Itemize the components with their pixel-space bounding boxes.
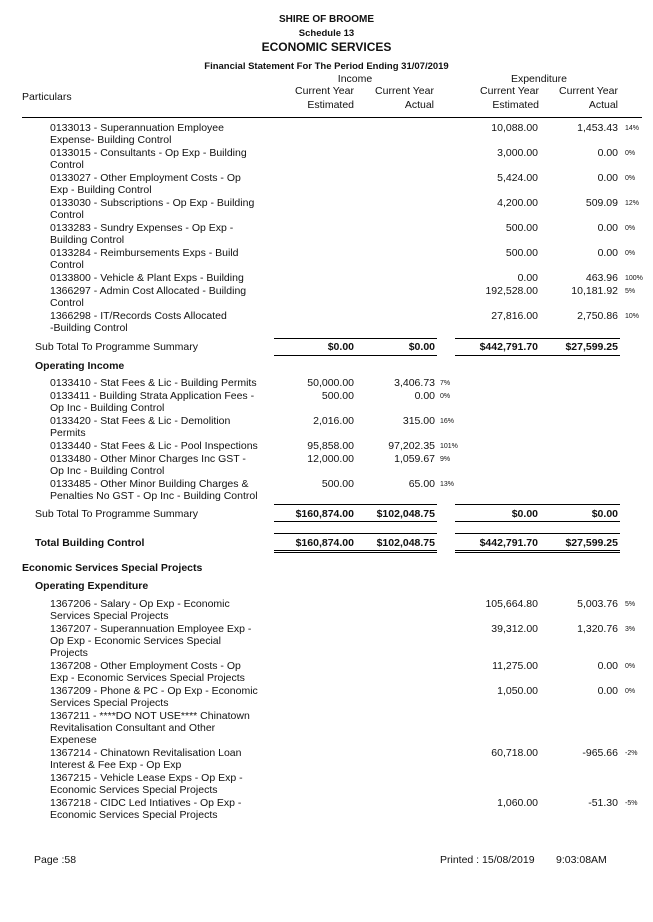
expenditure-estimated-value: 10,088.00 (491, 122, 538, 134)
expenditure-percent: 10% (625, 313, 640, 320)
expenditure-estimated-value: 5,424.00 (497, 172, 538, 184)
expenditure-actual-value: 0.00 (597, 147, 618, 159)
subtotal-row-ie: $0.00 (327, 341, 354, 353)
expenditure-estimated-value: 4,200.00 (497, 197, 538, 209)
total-building-control-label: Total Building Control (35, 537, 145, 549)
expenditure-actual-value: 509.09 (585, 197, 618, 209)
expenditure-actual-value: 463.96 (585, 272, 618, 284)
subtotal-rule (274, 338, 356, 339)
expenditure-percent: 0% (625, 150, 636, 157)
account-description: 0133015 - Consultants - Op Exp - Building (50, 147, 247, 159)
income-actual-value: 97,202.35 (388, 440, 435, 452)
subtotal-row-2-ea: $0.00 (591, 508, 618, 520)
expenditure-actual-value: -965.66 (582, 747, 618, 759)
expenditure-estimated-value: 27,816.00 (491, 310, 538, 322)
total-rule (540, 533, 620, 534)
account-description: 0133480 - Other Minor Charges Inc GST - (50, 453, 246, 465)
subtotal-rule (455, 504, 540, 505)
account-description: 1367208 - Other Employment Costs - Op (50, 660, 241, 672)
expenditure-actual-header: Current Year Actual (559, 85, 618, 111)
expenditure-percent: 0% (625, 688, 636, 695)
subtotal-row-label: Sub Total To Programme Summary (35, 341, 199, 353)
account-description: Services Special Projects (50, 610, 169, 622)
total-building-control-ie: $160,874.00 (295, 537, 354, 549)
account-description-cont: Expense- Building Control (50, 134, 172, 146)
account-description-cont: Op Inc - Building Control (50, 402, 165, 414)
expenditure-percent: 3% (625, 626, 636, 633)
expenditure-percent: 5% (625, 288, 636, 295)
account-description: 1367206 - Salary - Op Exp - Economic (50, 598, 230, 610)
expenditure-percent: 12% (625, 200, 640, 207)
income-actual-value: 65.00 (408, 478, 435, 490)
schedule-label: Schedule 13 (298, 28, 355, 39)
expenditure-percent: 5% (625, 601, 636, 608)
account-description: 0133284 - Reimbursements Exps - Build (50, 247, 239, 259)
account-description-cont: Building Control (50, 234, 125, 246)
total-underline (540, 552, 620, 553)
income-percent: 13% (440, 481, 455, 488)
income-estimated-value: 95,858.00 (307, 440, 354, 452)
expenditure-estimated-value: 39,312.00 (491, 623, 538, 635)
account-description: 0133440 - Stat Fees & Lic - Pool Inspections (50, 440, 258, 452)
account-description: 1367218 - CIDC Led Intiatives - Op Exp - (50, 797, 242, 809)
operating-income-heading: Operating Income (35, 360, 125, 372)
expenditure-estimated-value: 105,664.80 (485, 598, 538, 610)
printed-time: 9:03:08AM (556, 854, 607, 866)
subtotal-underline (455, 355, 540, 356)
operating-expenditure-heading: Operating Expenditure (35, 580, 149, 592)
total-underline (540, 550, 620, 551)
total-rule (356, 533, 437, 534)
expenditure-actual-value: 2,750.86 (577, 310, 618, 322)
income-percent: 9% (440, 456, 451, 463)
account-description: 1367207 - Superannuation Employee Exp - (50, 623, 252, 635)
expenditure-estimated-value: 3,000.00 (497, 147, 538, 159)
account-description: 0133411 - Building Strata Application Fees - (50, 390, 255, 402)
total-underline (274, 550, 356, 551)
expenditure-actual-value: 0.00 (597, 222, 618, 234)
subtotal-underline (274, 355, 356, 356)
expenditure-actual-value: 1,320.76 (577, 623, 618, 635)
income-actual-value: 0.00 (414, 390, 435, 402)
subtotal-underline (540, 355, 620, 356)
income-actual-header: Current Year Actual (375, 85, 434, 111)
account-description: Economic Services Special Projects (50, 809, 218, 821)
account-description-cont: Exp - Building Control (50, 184, 152, 196)
subtotal-row-2-ia: $102,048.75 (376, 508, 435, 520)
income-actual-value: 3,406.73 (394, 377, 435, 389)
income-percent: 7% (440, 380, 451, 387)
account-description: 0133410 - Stat Fees & Lic - Building Permits (50, 377, 257, 389)
subtotal-row-ia: $0.00 (408, 341, 435, 353)
account-description: Revitalisation Consultant and Other (50, 722, 216, 734)
expenditure-actual-value: 1,453.43 (577, 122, 618, 134)
expenditure-estimated-value: 500.00 (505, 222, 538, 234)
subtotal-rule (356, 504, 437, 505)
subtotal-row-2-label: Sub Total To Programme Summary (35, 508, 199, 520)
total-building-control-ia: $102,048.75 (376, 537, 435, 549)
expenditure-actual-value: 0.00 (597, 172, 618, 184)
account-description: 1366298 - IT/Records Costs Allocated (50, 310, 227, 322)
account-description: 0133420 - Stat Fees & Lic - Demolition (50, 415, 231, 427)
account-description: 0133013 - Superannuation Employee (50, 122, 224, 134)
subtotal-underline (540, 521, 620, 522)
total-underline (274, 552, 356, 553)
subtotal-underline (274, 521, 356, 522)
subtotal-underline (356, 521, 437, 522)
total-underline (356, 550, 437, 551)
income-estimated-value: 500.00 (321, 478, 354, 490)
subtotal-rule (540, 504, 620, 505)
expenditure-estimated-value: 0.00 (517, 272, 538, 284)
account-description: Interest & Fee Exp - Op Exp (50, 759, 182, 771)
account-description: 0133485 - Other Minor Building Charges & (50, 478, 249, 490)
income-percent: 0% (440, 393, 451, 400)
page-number: Page :58 (34, 854, 77, 866)
expenditure-actual-value: 0.00 (597, 660, 618, 672)
account-description: 0133283 - Sundry Expenses - Op Exp - (50, 222, 234, 234)
expenditure-estimated-value: 1,050.00 (497, 685, 538, 697)
report-subtitle: Financial Statement For The Period Ending 31/07/2019 (204, 61, 449, 72)
expenditure-percent: 14% (625, 125, 640, 132)
account-description-cont: Permits (50, 427, 86, 439)
total-rule (274, 533, 356, 534)
expenditure-percent: 100% (625, 275, 643, 282)
income-estimated-value: 12,000.00 (307, 453, 354, 465)
expenditure-percent: -5% (625, 800, 638, 807)
account-description: Exp - Economic Services Special Projects (50, 672, 245, 684)
account-description: Economic Services Special Projects (50, 784, 218, 796)
account-description: 0133027 - Other Employment Costs - Op (50, 172, 241, 184)
account-description: 0133030 - Subscriptions - Op Exp - Building (50, 197, 255, 209)
account-description-cont: Penalties No GST - Op Inc - Building Control (50, 490, 258, 502)
income-estimated-value: 500.00 (321, 390, 354, 402)
header-rule (22, 117, 642, 118)
total-underline (356, 552, 437, 553)
total-underline (455, 550, 540, 551)
income-estimated-value: 2,016.00 (313, 415, 354, 427)
account-description-cont: Control (50, 297, 84, 309)
expenditure-actual-value: -51.30 (588, 797, 618, 809)
subtotal-rule (274, 504, 356, 505)
subtotal-rule (540, 338, 620, 339)
subtotal-row-2-ie: $160,874.00 (295, 508, 354, 520)
expenditure-actual-value: 5,003.76 (577, 598, 618, 610)
account-description: 1367211 - ****DO NOT USE**** Chinatown (50, 710, 250, 722)
account-description: Op Exp - Economic Services Special (50, 635, 221, 647)
total-building-control-ee: $442,791.70 (479, 537, 538, 549)
expenditure-estimated-value: 192,528.00 (485, 285, 538, 297)
account-description: Services Special Projects (50, 697, 169, 709)
income-percent: 101% (440, 443, 458, 450)
account-description: 1367209 - Phone & PC - Op Exp - Economic (50, 685, 258, 697)
expenditure-percent: -2% (625, 750, 638, 757)
expenditure-percent: 0% (625, 663, 636, 670)
total-underline (455, 552, 540, 553)
expenditure-actual-value: 10,181.92 (571, 285, 618, 297)
account-description: Projects (50, 647, 88, 659)
total-building-control-ea: $27,599.25 (565, 537, 618, 549)
expenditure-actual-value: 0.00 (597, 247, 618, 259)
subtotal-row-ea: $27,599.25 (565, 341, 618, 353)
subtotal-row-2-ee: $0.00 (511, 508, 538, 520)
account-description-cont: Op Inc - Building Control (50, 465, 165, 477)
expenditure-percent: 0% (625, 175, 636, 182)
account-description-cont: Control (50, 159, 84, 171)
expenditure-estimated-value: 1,060.00 (497, 797, 538, 809)
particulars-header: Particulars (22, 91, 72, 103)
expenditure-estimated-value: 60,718.00 (491, 747, 538, 759)
subtotal-underline (356, 355, 437, 356)
account-description: 0133800 - Vehicle & Plant Exps - Building (50, 272, 244, 284)
income-actual-value: 1,059.67 (394, 453, 435, 465)
account-description-cont: Control (50, 209, 84, 221)
report-title: ECONOMIC SERVICES (261, 40, 392, 54)
account-description-cont: -Building Control (50, 322, 128, 334)
expenditure-percent: 0% (625, 225, 636, 232)
expenditure-group-header: Expenditure (510, 73, 568, 85)
income-estimated-value: 50,000.00 (307, 377, 354, 389)
account-description: 1367215 - Vehicle Lease Exps - Op Exp - (50, 772, 243, 784)
income-actual-value: 315.00 (402, 415, 435, 427)
org-name: SHIRE OF BROOME (278, 14, 374, 25)
subtotal-rule (455, 338, 540, 339)
income-percent: 16% (440, 418, 455, 425)
printed-date: Printed : 15/08/2019 (440, 854, 535, 866)
account-description: 1367214 - Chinatown Revitalisation Loan (50, 747, 242, 759)
account-description: Expenese (50, 734, 97, 746)
subtotal-underline (455, 521, 540, 522)
income-estimated-header: Current Year Estimated (295, 85, 354, 111)
expenditure-actual-value: 0.00 (597, 685, 618, 697)
subtotal-row-ee: $442,791.70 (479, 341, 538, 353)
expenditure-estimated-header: Current Year Estimated (480, 85, 539, 111)
expenditure-percent: 0% (625, 250, 636, 257)
section-heading: Economic Services Special Projects (22, 562, 203, 574)
expenditure-estimated-value: 11,275.00 (492, 660, 538, 672)
subtotal-rule (356, 338, 437, 339)
total-rule (455, 533, 540, 534)
account-description: 1366297 - Admin Cost Allocated - Building (50, 285, 247, 297)
income-group-header: Income (337, 73, 373, 85)
account-description-cont: Control (50, 259, 84, 271)
expenditure-estimated-value: 500.00 (505, 247, 538, 259)
